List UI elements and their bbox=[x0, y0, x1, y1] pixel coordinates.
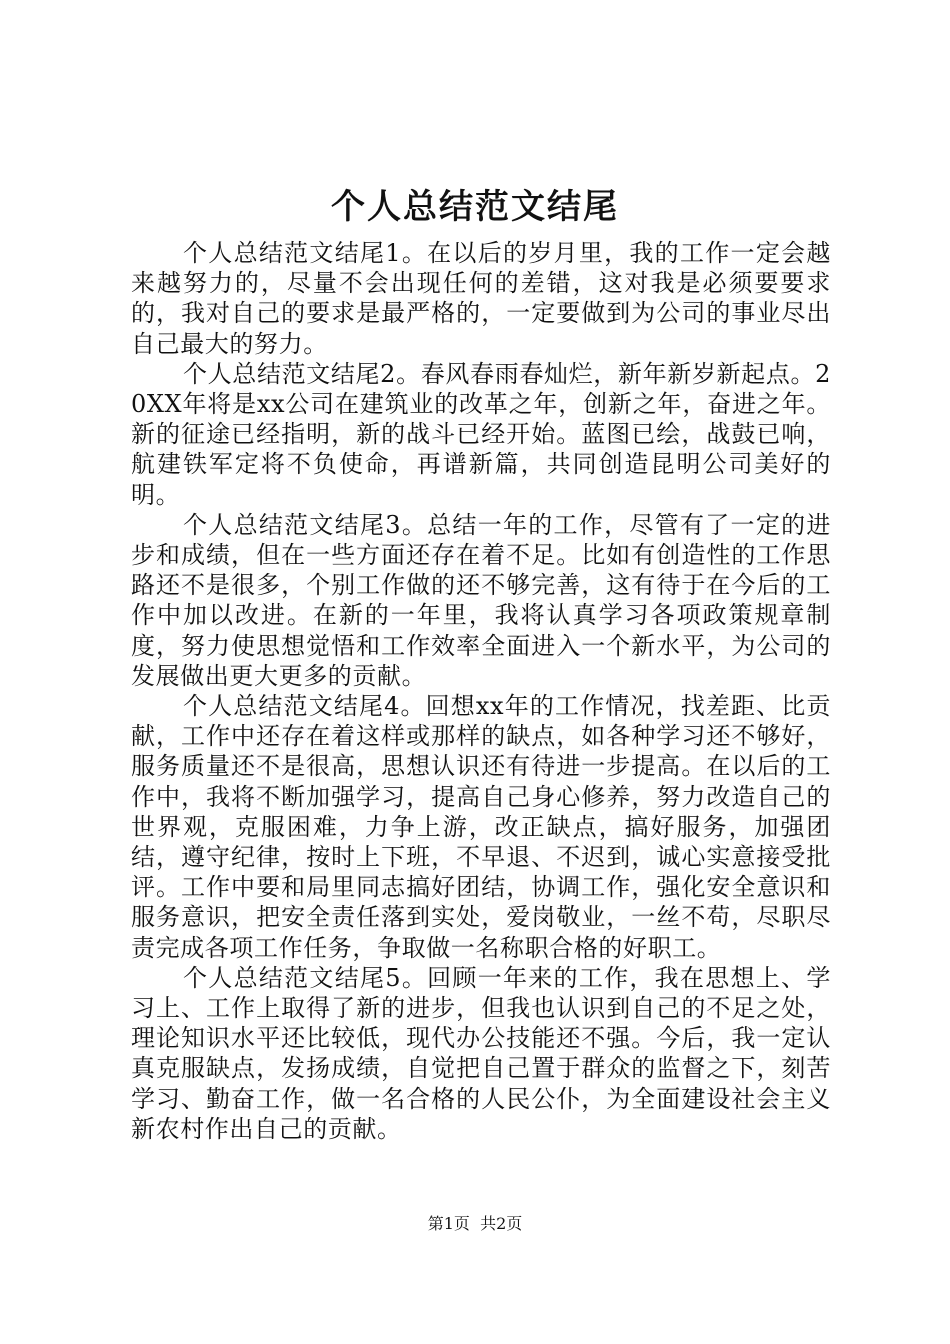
paragraph-5: 个人总结范文结尾5。回顾一年来的工作，我在思想上、学习上、工作上取得了新的进步，但我也认识到自己的不足之处，理论知识水平还比较低，现代办公技能还不强。今后，我一定认真克服缺点，发扬成绩，自觉把自己置于群众的监督之下，刻苦学习、勤奋工作，做一名合格的人民公仆，为全面建设社会主义新农村作出自己的贡献。 bbox=[131, 963, 831, 1143]
paragraph-1: 个人总结范文结尾1。在以后的岁月里，我的工作一定会越来越努力的，尽量不会出现任何的差错，这对我是必须要要求的，我对自己的要求是最严格的，一定要做到为公司的事业尽出自己最大的努力。 bbox=[131, 239, 831, 358]
document-body bbox=[131, 238, 831, 1144]
page-number-label: 第1页 共2页 bbox=[427, 1214, 523, 1233]
paragraph-3: 个人总结范文结尾3。总结一年的工作，尽管有了一定的进步和成绩，但在一些方面还存在着不足。比如有创造性的工作思路还不是很多，个别工作做的还不够完善，这有待于在今后的工作中加以改进。在新的一年里，我将认真学习各项政策规章制度，努力使思想觉悟和工作效率全面进入一个新水平，为公司的发展做出更大更多的贡献。 bbox=[131, 510, 831, 690]
page-footer bbox=[0, 1212, 950, 1236]
paragraph-4: 个人总结范文结尾4。回想xx年的工作情况，找差距、比贡献，工作中还存在着这样或那样的缺点，如各种学习还不够好，服务质量还不是很高，思想认识还有待进一步提高。在以后的工作中，我将不断加强学习，提高自己身心修养，努力改造自己的世界观，克服困难，力争上游，改正缺点，搞好服务，加强团结，遵守纪律，按时上下班，不早退、不迟到，诚心实意接受批评。工作中要和局里同志搞好团结，协调工作，强化安全意识和服务意识，把安全责任落到实处，爱岗敬业，一丝不苟，尽职尽责完成各项工作任务，争取做一名称职合格的好职工。 bbox=[131, 692, 831, 962]
document-title: 个人总结范文结尾 bbox=[331, 187, 619, 227]
paragraph-2: 个人总结范文结尾2。春风春雨春灿烂，新年新岁新起点。20XX年将是xx公司在建筑业的改革之年，创新之年，奋进之年。新的征途已经指明，新的战斗已经开始。蓝图已绘，战鼓已响，航建铁军定将不负使命，再谱新篇，共同创造昆明公司美好的明。 bbox=[131, 359, 831, 509]
